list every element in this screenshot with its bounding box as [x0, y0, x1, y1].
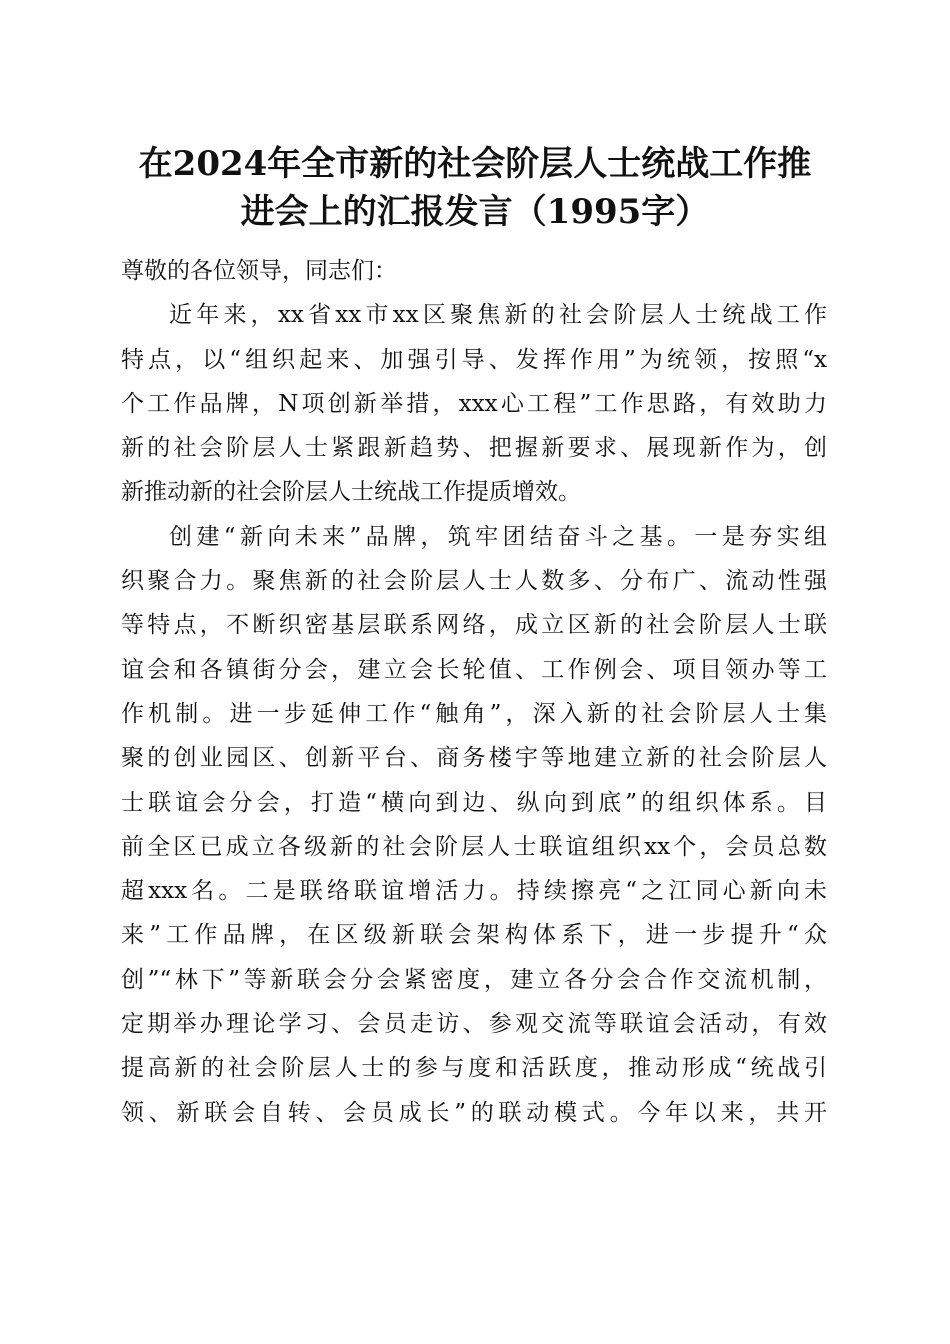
title-line-2: 进会上的汇报发言（1995字） [240, 192, 710, 232]
paragraph-2-line: 创”“林下”等新联会分会紧密度，建立各分会合作交流机制， [121, 966, 827, 993]
paragraph-2-line: 谊会和各镇街分会，建立会长轮值、工作例会、项目领办等工 [121, 656, 827, 683]
paragraph-1-line: 新推动新的社会阶层人士统战工作提质增效。 [121, 479, 581, 506]
paragraph-2-line: 织聚合力。聚焦新的社会阶层人士人数多、分布广、流动性强 [121, 568, 827, 595]
paragraph-2-line: 等特点，不断织密基层联系网络，成立区新的社会阶层人士联 [121, 612, 827, 639]
salutation: 尊敬的各位领导，同志们： [121, 258, 397, 284]
paragraph-2-line: 超xxx名。二是联络联谊增活力。持续擦亮“之江同心新向未 [121, 878, 827, 905]
paragraph-1-line: 近年来，xx省xx市xx区聚焦新的社会阶层人士统战工作 [169, 302, 827, 329]
paragraph-1-line: 个工作品牌，N项创新举措，xxx心工程”工作思路，有效助力 [121, 390, 827, 417]
paragraph-2-line: 提高新的社会阶层人士的参与度和活跃度，推动形成“统战引 [121, 1055, 827, 1082]
paragraph-2-line: 定期举办理论学习、会员走访、参观交流等联谊会活动，有效 [121, 1011, 827, 1038]
paragraph-2-line: 聚的创业园区、创新平台、商务楼宇等地建立新的社会阶层人 [121, 745, 827, 772]
document-title [100, 140, 850, 236]
paragraph-2-line: 士联谊会分会，打造“横向到边、纵向到底”的组织体系。目 [121, 789, 827, 816]
paragraph-1-line: 特点，以“组织起来、加强引导、发挥作用”为统领，按照“x [121, 346, 827, 373]
paragraph-2-line: 来”工作品牌，在区级新联会架构体系下，进一步提升“众 [121, 922, 827, 949]
paragraph-2-line: 作机制。进一步延伸工作“触角”，深入新的社会阶层人士集 [121, 700, 827, 727]
title-line-1: 在2024年全市新的社会阶层人士统战工作推 [138, 144, 812, 184]
paragraph-2-line: 前全区已成立各级新的社会阶层人士联谊组织xx个，会员总数 [121, 833, 827, 860]
paragraph-2-line: 创建“新向未来”品牌，筑牢团结奋斗之基。一是夯实组 [169, 523, 827, 550]
document-body [121, 249, 827, 1135]
paragraph-1-line: 新的社会阶层人士紧跟新趋势、把握新要求、展现新作为，创 [121, 435, 827, 462]
paragraph-2-line: 领、新联会自转、会员成长”的联动模式。今年以来，共开 [121, 1099, 827, 1126]
